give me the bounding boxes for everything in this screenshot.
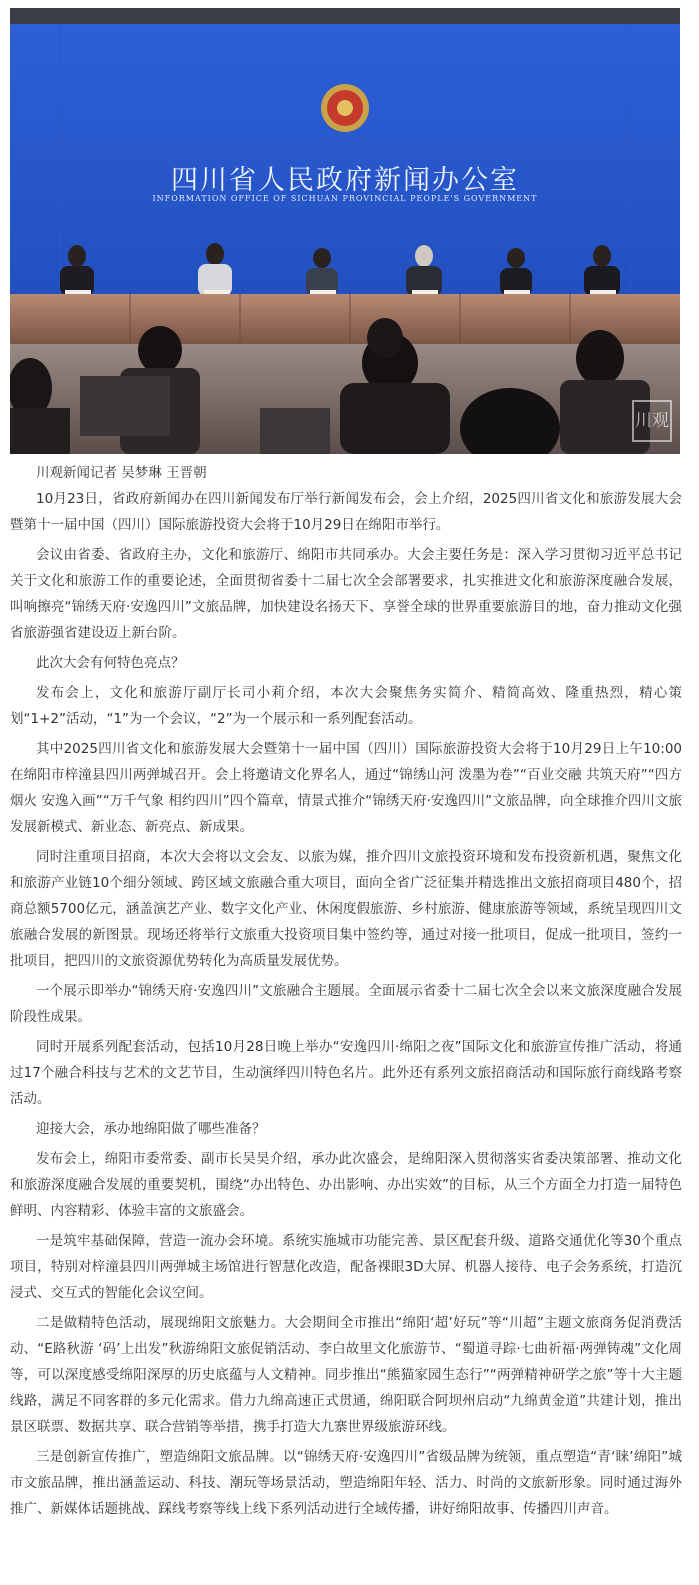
- paragraph: 10月23日，省政府新闻办在四川新闻发布厅举行新闻发布会，会上介绍，2025四川省文化和旅游发展大会暨第十一届中国（四川）国际旅游投资大会将于10月29日在绵阳市举行。: [10, 491, 682, 533]
- paragraph: 其中2025四川省文化和旅游发展大会暨第十一届中国（四川）国际旅游投资大会将于10月29日上午10:00在绵阳市梓潼县四川两弹城召开。会上将邀请文化界名人，通过“锦绣山河 泼墨为卷”“百业交融 共筑天府”“四方烟火 安逸入画”“万千气象 相约四川”四个篇章，情景式推介“锦绣天府·安逸四川”文旅品牌，向全球推介四川文旅发展新模式、新业态、新亮点、新成果。: [10, 741, 682, 835]
- section-question: 此次大会有何特色亮点？: [36, 655, 185, 671]
- paragraph: 一个展示即举办“锦绣天府·安逸四川”文旅融合主题展。全面展示省委十二届七次全会以来文旅深度融合发展阶段性成果。: [10, 983, 682, 1025]
- podium-table: [10, 294, 680, 344]
- paragraph: 发布会上，文化和旅游厅副厅长司小莉介绍，本次大会聚焦务实简介、精简高效、隆重热烈，精心策划“1+2”活动，“1”为一个会议，“2”为一个展示和一系列配套活动。: [10, 685, 682, 727]
- paragraph: 同时开展系列配套活动，包括10月28日晚上举办“安逸四川·绵阳之夜”国际文化和旅游宣传推广活动，将通过17个融合科技与艺术的文艺节目，生动演绎四川特色名片。此外还有系列文旅招商活动和国际旅行商线路考察活动。: [10, 1039, 682, 1107]
- press-conference-photo: [10, 8, 680, 454]
- paragraph: 三是创新宣传推广，塑造绵阳文旅品牌。以“锦绣天府·安逸四川”省级品牌为统领，重点塑造“青‘睐’绵阳”城市文旅品牌，推出涵盖运动、科技、潮玩等场景活动，塑造绵阳年轻、活力、时尚的文旅新形象。同时通过海外推广、新媒体话题挑战、踩线考察等线上线下系列活动进行全域传播，讲好绵阳故事、传播四川声音。: [10, 1449, 682, 1517]
- paragraph: 同时注重项目招商，本次大会将以文会友、以旅为媒，推介四川文旅投资环境和发布投资新机遇，聚焦文化和旅游产业链10个细分领域、跨区域文旅融合重大项目，面向全省广泛征集并精选推出文旅招商项目480个，招商总额5700亿元，涵盖演艺产业、数字文化产业、休闲度假旅游、乡村旅游、健康旅游等领域，系统呈现四川文旅融合发展的新图景。现场还将举行文旅重大投资项目集中签约等，通过对接一批项目，促成一批项目，签约一批项目，把四川的文旅资源优势转化为高质量发展优势。: [10, 849, 682, 969]
- paragraph: 一是筑牢基础保障，营造一流办会环境。系统实施城市功能完善、景区配套升级、道路交通优化等30个重点项目，特别对梓潼县四川两弹城主场馆进行智慧化改造，配备裸眼3D大屏、机器人接待、电子会务系统，打造沉浸式、交互式的智能化会议空间。: [10, 1233, 682, 1301]
- paragraph: 发布会上，绵阳市委常委、副市长吴昊介绍，承办此次盛会，是绵阳深入贯彻落实省委决策部署、推动文化和旅游深度融合发展的重要契机，围绕“办出特色、办出影响、办出实效”的目标，从三个方面全力打造一届特色鲜明、内容精彩、体验丰富的文旅盛会。: [10, 1151, 682, 1219]
- article-body: [10, 460, 682, 1526]
- backdrop-subtitle: INFORMATION OFFICE OF SICHUAN PROVINCIAL PEOPLE'S GOVERNMENT: [152, 194, 538, 203]
- byline: 川观新闻记者 吴梦琳 王晋朝: [36, 465, 207, 481]
- paragraph: 二是做精特色活动，展现绵阳文旅魅力。大会期间全市推出“绵阳‘超’好玩”等“川超”主题文旅商务促消费活动、“E路秋游 ‘码’上出发”秋游绵阳文旅促销活动、李白故里文化旅游节、“蜀道寻踪·七曲祈福·两弹铸魂”文化周等，可以深度感受绵阳深厚的历史底蕴与人文精神。同步推出“熊猫家园生态行”“两弹精神研学之旅”等十大主题线路，满足不同客群的多元化需求。借力九绵高速正式贯通，绵阳联合阿坝州启动“九绵黄金道”共建计划，推出景区联票、数据共享、联合营销等举措，携手打造大九寨世界级旅游环线。: [10, 1315, 682, 1435]
- backdrop-title: 四川省人民政府新闻办公室: [171, 165, 519, 196]
- photo-scene: [10, 8, 680, 454]
- paragraph: 会议由省委、省政府主办，文化和旅游厅、绵阳市共同承办。大会主要任务是：深入学习贯彻习近平总书记关于文化和旅游工作的重要论述，全面贯彻省委十二届七次全会部署要求，扎实推进文化和旅游深度融合发展，叫响擦亮“锦绣天府·安逸四川”文旅品牌，加快建设名扬天下、享誉全球的世界重要旅游目的地，奋力推动文化强省旅游强省建设迈上新台阶。: [10, 547, 682, 641]
- section-question: 迎接大会，承办地绵阳做了哪些准备？: [36, 1121, 266, 1137]
- watermark-logo: 川观: [632, 400, 672, 442]
